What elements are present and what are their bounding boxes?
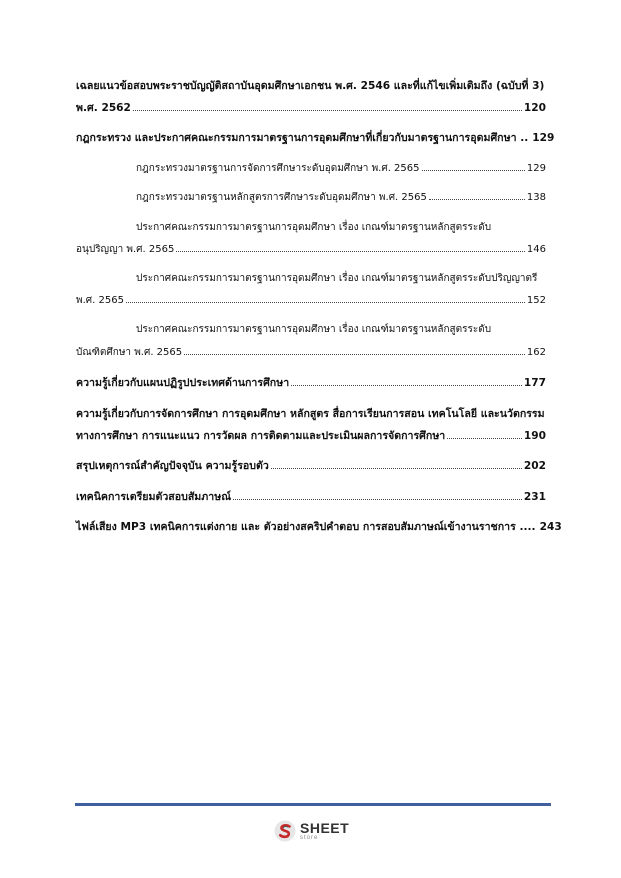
brand-wordmark xyxy=(300,821,349,842)
toc-entry-title: ไฟล์เสียง MP3 เทคนิคการแต่งกาย และ ตัวอย่างสคริปคำตอบ การสอบสัมภาษณ์เข้างานราชการ .... xyxy=(76,521,536,533)
toc-entry-title: กฎกระทรวงมาตรฐานหลักสูตรการศึกษาระดับอุดมศึกษา พ.ศ. 2565 xyxy=(136,192,427,203)
toc-entry-page: 202 xyxy=(523,460,546,472)
toc-subentry[interactable] xyxy=(136,271,546,287)
toc-entry-page: 120 xyxy=(523,102,546,114)
toc-entry-page: 129 xyxy=(532,132,555,144)
toc-entry[interactable] xyxy=(76,406,546,422)
toc-entry[interactable] xyxy=(76,428,546,444)
toc-entry-title: ทางการศึกษา การแนะแนว การวัดผล การติดตามและประเมินผลการจัดการศึกษา xyxy=(76,430,446,442)
dot-leader xyxy=(176,250,525,252)
toc-entry-title: บัณฑิตศึกษา พ.ศ. 2565 xyxy=(76,347,183,358)
toc-entry-title: อนุปริญญา พ.ศ. 2565 xyxy=(76,244,175,255)
toc-subentry[interactable] xyxy=(136,322,546,338)
toc-entry[interactable] xyxy=(76,489,546,505)
toc-entry-title: พ.ศ. 2565 xyxy=(76,295,124,306)
dot-leader xyxy=(291,384,522,386)
toc-entry-page: 138 xyxy=(526,192,546,203)
toc-entry-page: 177 xyxy=(523,377,546,389)
toc-entry-title: เทคนิคการเตรียมตัวสอบสัมภาษณ์ xyxy=(76,491,232,503)
toc-subentry[interactable] xyxy=(76,242,546,258)
toc-entry-page: 146 xyxy=(526,244,546,255)
dot-leader xyxy=(133,109,522,111)
toc-entry[interactable] xyxy=(76,100,546,116)
toc-entry[interactable] xyxy=(76,375,546,391)
dot-leader xyxy=(126,301,525,303)
toc-subentry[interactable] xyxy=(76,293,546,309)
toc-entry[interactable] xyxy=(76,130,555,146)
toc-entry-page: 162 xyxy=(526,347,546,358)
toc-entry-title: กฎกระทรวงมาตรฐานการจัดการศึกษาระดับอุดมศึกษา พ.ศ. 2565 xyxy=(136,163,420,174)
toc-entry-title: ประกาศคณะกรรมการมาตรฐานการอุดมศึกษา เรื่อง เกณฑ์มาตรฐานหลักสูตรระดับ xyxy=(136,324,492,335)
brand-name: SHEET xyxy=(300,819,350,836)
toc-entry-title: ประกาศคณะกรรมการมาตรฐานการอุดมศึกษา เรื่อง เกณฑ์มาตรฐานหลักสูตรระดับปริญญาตรี xyxy=(136,273,538,284)
toc-subentry[interactable] xyxy=(136,161,546,177)
toc-entry-page: 152 xyxy=(526,295,546,306)
toc-subentry[interactable] xyxy=(76,345,546,361)
dot-leader xyxy=(447,437,522,439)
toc-entry-page: 231 xyxy=(523,491,546,503)
toc-entry[interactable] xyxy=(76,519,562,535)
toc-entry-title: เฉลยแนวข้อสอบพระราชบัญญัติสถาบันอุดมศึกษาเอกชน พ.ศ. 2546 และที่แก้ไขเพิ่มเติมถึง (ฉบับที่ 3) xyxy=(76,80,545,92)
dot-leader xyxy=(184,353,525,355)
dot-leader xyxy=(233,498,522,500)
toc-entry-title: ความรู้เกี่ยวกับการจัดการศึกษา การอุดมศึกษา หลักสูตร สื่อการเรียนการสอน เทคโนโลยี และนวัตกรรม xyxy=(76,408,545,420)
toc-entry-page: 190 xyxy=(523,430,546,442)
toc-entry[interactable] xyxy=(76,458,546,474)
toc-entry-title: ความรู้เกี่ยวกับแผนปฏิรูปประเทศด้านการศึกษา xyxy=(76,377,290,389)
footer-rule xyxy=(75,803,551,806)
footer-logo xyxy=(274,818,349,844)
toc-entry-page: 129 xyxy=(526,163,546,174)
toc-entry-title: กฎกระทรวง และประกาศคณะกรรมการมาตรฐานการอุดมศึกษาที่เกี่ยวกับมาตรฐานการอุดมศึกษา .. xyxy=(76,132,529,144)
toc-entry-title: ประกาศคณะกรรมการมาตรฐานการอุดมศึกษา เรื่อง เกณฑ์มาตรฐานหลักสูตรระดับ xyxy=(136,222,492,233)
dot-leader xyxy=(422,169,525,171)
toc-entry[interactable] xyxy=(76,78,546,94)
dot-leader xyxy=(271,467,522,469)
toc-subentry[interactable] xyxy=(136,220,546,236)
brand-subtext: store xyxy=(300,834,319,841)
toc-entry-title: พ.ศ. 2562 xyxy=(76,102,131,114)
toc-entry-title: สรุปเหตุการณ์สำคัญปัจจุบัน ความรู้รอบตัว xyxy=(76,460,269,472)
toc-entry-page: 243 xyxy=(539,521,562,533)
sheet-store-logo-icon xyxy=(274,820,296,842)
toc-subentry[interactable] xyxy=(136,190,546,206)
dot-leader xyxy=(429,198,525,200)
